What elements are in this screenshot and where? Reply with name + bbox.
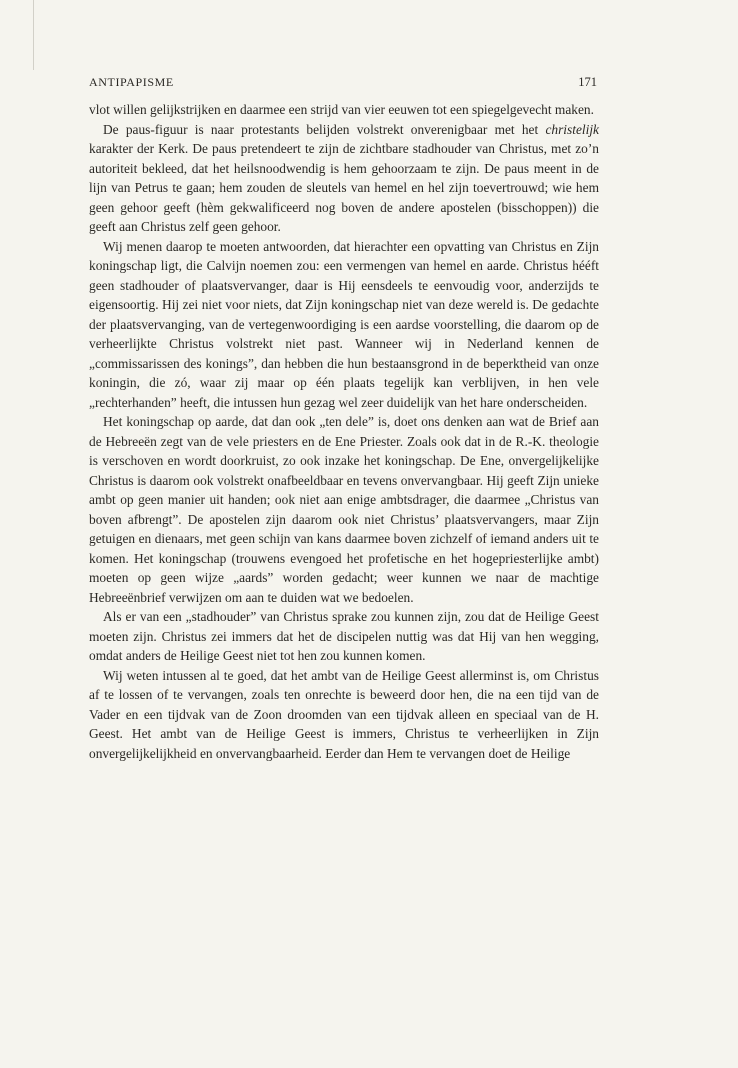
page-edge-line [33, 0, 34, 70]
paragraph [89, 412, 599, 607]
paragraph [89, 237, 599, 413]
paragraph-text: Het koningschap op aarde, dat dan ook „ten dele” is, doet ons denken aan wat de Brief aan de Hebreeën zegt van de vele priesters en de Ene Priester. Zoals ook dat in de R.-K. theologie is verschoven en wordt doorkruist, zo ook inzake het koningschap. De Ene, onvergelijkelijke Christus is daarom ook volstrekt onafbeeldbaar en tevens onvervangbaar. Hij geeft Zijn unieke ambt op geen manier uit handen; ook niet aan enige ambtsdrager, die daarmee „Christus van boven afbrengt”. De apostelen zijn daarom ook niet Christus’ plaatsvervangers, maar Zijn getuigen en dienaars, met geen schijn van kans daarmee boven zichzelf of iemand anders uit te komen. Het koningschap (trouwens evengoed het profetische en het hogepriesterlijke ambt) moeten op geen wijze „aards” worden gedacht; weer kunnen we naar de machtige Hebreeënbrief verwijzen om aan te duiden wat we bedoelen. [89, 414, 599, 605]
paragraph-text: karakter der Kerk. De paus pretendeert te zijn de zichtbare stadhouder van Christus, met zo’n autoriteit bekleed, dat het heilsnoodwendig is hem gehoorzaam te zijn. De paus meent in de lijn van Petrus te gaan; hem zouden de sleutels van hemel en hel zijn toevertrouwd; wie hem geen gehoor geeft (hèm gekwalificeerd nog boven de andere apostelen (bisschoppen)) die geeft aan Christus zelf geen gehoor. [89, 141, 599, 234]
body-text [89, 100, 599, 763]
paragraph-text: Wij menen daarop te moeten antwoorden, dat hierachter een opvatting van Christus en Zijn koningschap ligt, die Calvijn noemen zou: een vermengen van hemel en aarde. Christus hééft geen stadhouder of plaatsvervanger, daar is Hij eensdeels te eenvoudig voor, anderzijds te eigensoortig. Hij zei niet voor niets, dat Zijn koningschap niet van deze wereld is. De gedachte der plaatsvervanging, van de vertegenwoordiging is een aardse voorstelling, die daarom op de verheerlijkte Christus volstrekt niet past. Wanneer wij in Nederland kennen de „commissarissen des konings”, dan hebben die hun bestaansgrond in de beperktheid van onze koningin, die zó, waar zij maar op één plaats tegelijk kan verblijven, in hen vele „rechterhanden” heeft, die intussen hun gezag wel zeer duidelijk van het hare onderscheiden. [89, 238, 599, 410]
paragraph-text: Als er van een „stadhouder” van Christus sprake zou kunnen zijn, zou dat de Heilige Geest moeten zijn. Christus zei immers dat het de discipelen nuttig was dat Hij van hen wegging, omdat anders de Heilige Geest niet tot hen zou kunnen komen. [89, 609, 599, 663]
paragraph [89, 120, 599, 237]
paragraph-text: vlot willen gelijkstrijken en daarmee een strijd van vier eeuwen tot een spiegelgevecht maken. [89, 102, 594, 117]
running-head [89, 75, 597, 90]
paragraph [89, 100, 599, 120]
emphasis-christelijk: christelijk [545, 121, 599, 137]
paragraph [89, 666, 599, 764]
page-number: 171 [578, 75, 597, 89]
paragraph-text: De paus-figuur is naar protestants belijden volstrekt onverenigbaar met het [103, 121, 546, 137]
running-head-title: ANTIPAPISME [89, 75, 174, 89]
paragraph-text: Wij weten intussen al te goed, dat het ambt van de Heilige Geest allerminst is, om Christus af te lossen of te vervangen, zoals ten onrechte is beweerd door hen, die na een tijd van de Vader en een tijdvak van de Zoon droomden van een tijdvak alleen en speciaal van de H. Geest. Het ambt van de Heilige Geest is immers, Christus te verheerlijken in Zijn onvergelijkelijkheid en onvervangbaarheid. Eerder dan Hem te vervangen doet de Heilige [89, 667, 599, 761]
paragraph [89, 607, 599, 666]
